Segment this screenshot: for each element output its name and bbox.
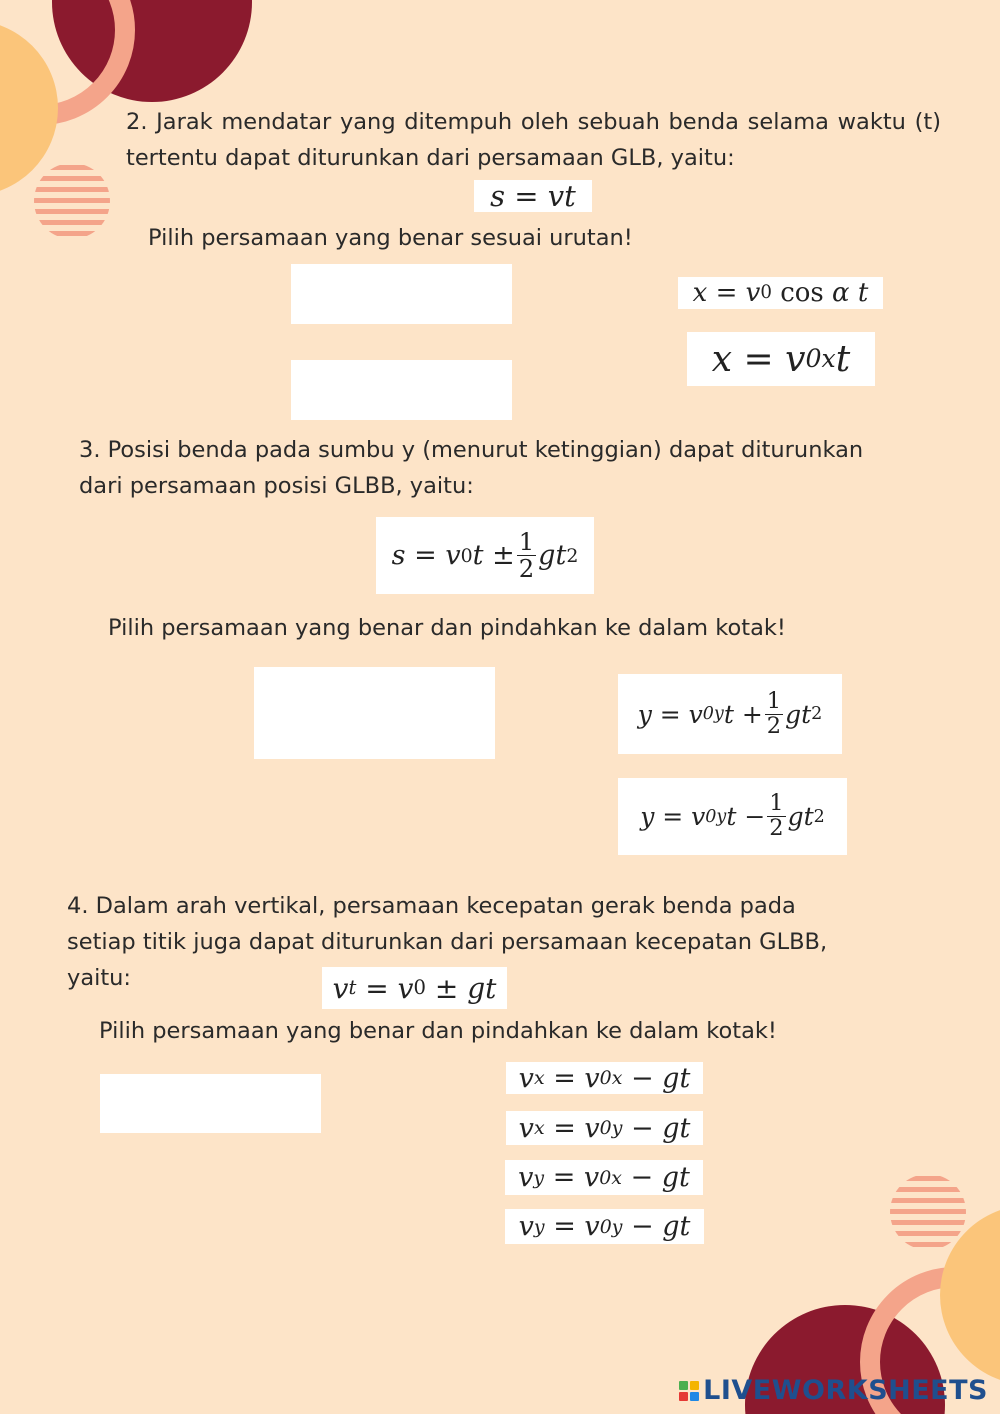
q3-opt2-lhs: y xyxy=(640,802,655,831)
q3-opt1-op: + xyxy=(741,699,763,729)
q2-formula-eq: = xyxy=(514,179,539,213)
q4-opt1-v2: v xyxy=(584,1062,600,1094)
q4-opt2-v2: v xyxy=(584,1112,600,1144)
q4-opt2-rhs: gt xyxy=(662,1112,691,1144)
q2-instruction: Pilih persamaan yang benar sesuai urutan! xyxy=(148,225,633,251)
q4-instruction: Pilih persamaan yang benar dan pindahkan ke dalam kotak! xyxy=(99,1018,777,1044)
q4-formula: v t = v 0 ± gt xyxy=(322,967,507,1009)
q2-opt1-lhs: x xyxy=(692,278,708,308)
q4-option-4[interactable]: v y = v 0y − gt xyxy=(505,1209,704,1244)
q3-opt1-fraction xyxy=(765,687,783,739)
q3-option-1[interactable]: y = v 0y t + $\frac{1}{2}$ g t 2 xyxy=(618,674,842,754)
q4-option-3[interactable]: v y = v 0x − gt xyxy=(505,1160,703,1195)
q4-text: 4. Dalam arah vertikal, persamaan kecepatan gerak benda pada setiap titik juga dapat diturunkan dari persamaan kecepatan GLBB, yaitu: xyxy=(67,893,828,991)
q4-formula-rhs: gt xyxy=(467,971,497,1005)
q4-formula-op: ± xyxy=(434,971,459,1005)
q4-opt3-v2: v xyxy=(583,1162,600,1193)
q2-opt2-eq: = xyxy=(743,338,774,380)
q2-opt1-t: t xyxy=(857,278,869,308)
q4-opt4-rhs: gt xyxy=(662,1211,691,1242)
q2-opt2-t: t xyxy=(835,338,851,380)
q3-formula-t2: t xyxy=(555,540,567,571)
q2-opt1-v: v xyxy=(745,278,761,308)
q4-opt1-op: − xyxy=(630,1062,654,1094)
q4-opt3-rhs: gt xyxy=(661,1162,690,1193)
liveworksheets-logo-icon xyxy=(679,1381,699,1401)
q3-formula-fraction xyxy=(517,529,536,581)
q3-formula-op: ± xyxy=(492,540,515,571)
q3-opt2-fraction xyxy=(767,792,785,840)
q3-text: 3. Posisi benda pada sumbu y (menurut ketinggian) dapat diturunkan dari persamaan posisi GLBB, yaitu: xyxy=(79,437,864,499)
q4-option-1[interactable]: v x = v 0x − gt xyxy=(506,1062,703,1094)
q3-opt1-lhs: y xyxy=(637,699,652,729)
q3-opt1-t: t xyxy=(723,699,734,729)
q4-formula-v: v xyxy=(332,971,349,1005)
q3-formula-num: 1 xyxy=(518,527,535,557)
q3-formula-t: t xyxy=(472,540,484,571)
q2-opt1-fn: cos xyxy=(780,278,824,308)
q3-opt2-t2: t xyxy=(803,802,814,831)
q3-opt2-v: v xyxy=(691,802,706,831)
q3-opt1-t2: t xyxy=(801,699,812,729)
q2-opt1-alpha: α xyxy=(832,278,850,308)
q2-formula-lhs: s xyxy=(490,179,506,213)
q3-formula: s = v 0 t ± $\frac{1}{2}$ g t 2 xyxy=(376,517,594,594)
q3-option-2[interactable]: y = v 0y t − $\frac{1}{2}$ g t 2 xyxy=(618,778,847,855)
q4-opt3-v: v xyxy=(518,1162,534,1193)
q2-opt2-v: v xyxy=(785,338,806,380)
q3-formula-eq: = xyxy=(414,540,437,571)
q2-drop-box-2[interactable] xyxy=(291,360,512,420)
q2-option-2[interactable]: x = v 0x t xyxy=(687,332,875,386)
q2-drop-box-1[interactable] xyxy=(291,264,512,324)
q4-option-2[interactable]: v x = v 0y − gt xyxy=(506,1111,703,1145)
q3-opt1-v: v xyxy=(688,699,703,729)
q4-opt2-v: v xyxy=(518,1112,534,1144)
q4-opt3-op: − xyxy=(630,1162,654,1193)
q4-opt4-v2: v xyxy=(584,1211,600,1242)
q2-formula xyxy=(474,180,592,212)
q3-instruction: Pilih persamaan yang benar dan pindahkan ke dalam kotak! xyxy=(108,615,786,641)
q3-opt1-den: 2 xyxy=(766,712,782,739)
q4-opt3-eq: = xyxy=(552,1162,576,1193)
q3-opt2-eq: = xyxy=(662,802,684,831)
q4-opt1-rhs: gt xyxy=(662,1062,691,1094)
q3-formula-v: v xyxy=(445,540,461,571)
q3-opt2-den: 2 xyxy=(769,815,784,841)
q4-opt4-op: − xyxy=(630,1211,654,1242)
q3-formula-lhs: s xyxy=(391,540,406,571)
q3-opt2-op: − xyxy=(744,802,766,831)
q4-opt4-eq: = xyxy=(553,1211,576,1242)
q2-opt2-lhs: x xyxy=(711,338,733,380)
q3-opt2-g: g xyxy=(787,802,804,831)
q4-opt4-v: v xyxy=(518,1211,534,1242)
q4-opt1-v: v xyxy=(518,1062,534,1094)
q3-opt1-eq: = xyxy=(659,699,681,729)
q3-opt2-t: t xyxy=(726,802,737,831)
q4-formula-eq: = xyxy=(365,971,389,1005)
q2-text: 2. Jarak mendatar yang ditempuh oleh sebuah benda selama waktu (t) tertentu dapat diturunkan dari persamaan GLB, yaitu: xyxy=(126,109,941,171)
q4-opt2-eq: = xyxy=(553,1112,576,1144)
q3-formula-g: g xyxy=(538,540,556,571)
q3-drop-box[interactable] xyxy=(254,667,495,759)
q3-opt1-num: 1 xyxy=(766,687,782,714)
q4-opt1-eq: = xyxy=(553,1062,576,1094)
watermark-text: LIVEWORKSHEETS xyxy=(703,1375,988,1406)
q3-formula-den: 2 xyxy=(518,554,535,583)
q4-formula-v2: v xyxy=(397,971,414,1005)
q3-opt1-g: g xyxy=(785,699,802,729)
q2-opt1-eq: = xyxy=(715,278,738,308)
q2-option-1[interactable]: x = v 0 cos α t xyxy=(678,277,883,309)
q2-formula-rhs: vt xyxy=(547,179,576,213)
q4-opt2-op: − xyxy=(630,1112,654,1144)
q4-drop-box[interactable] xyxy=(100,1074,321,1133)
liveworksheets-watermark xyxy=(679,1375,988,1406)
q3-opt2-num: 1 xyxy=(769,790,784,817)
